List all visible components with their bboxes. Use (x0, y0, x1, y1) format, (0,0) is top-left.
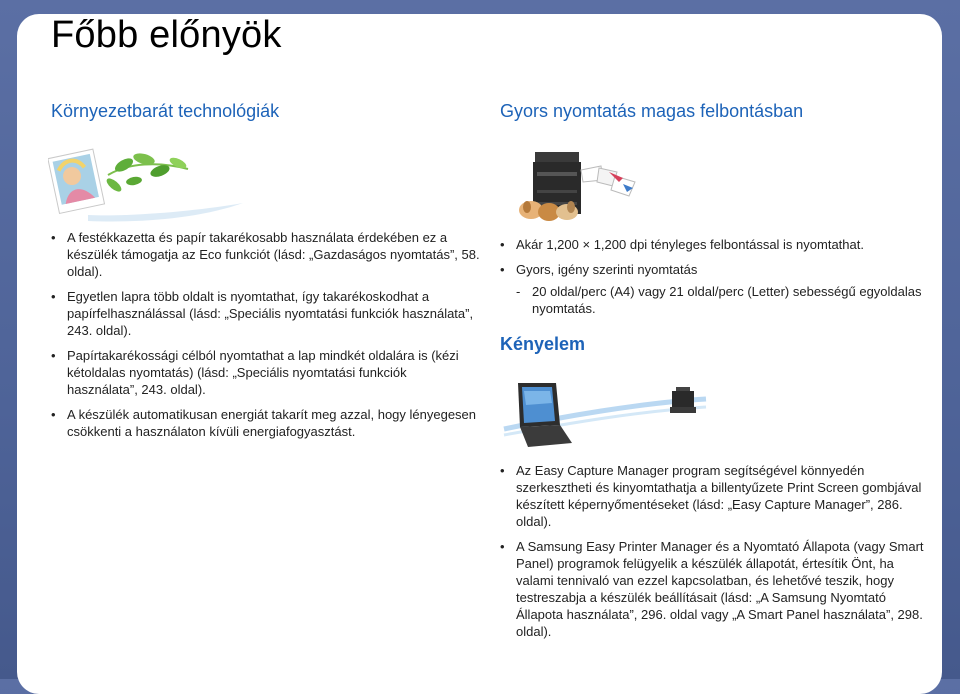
sub-list-item: - 20 oldal/perc (A4) vagy 21 oldal/perc (Letter) sebességű egyoldalas nyomtatás. (500, 283, 930, 317)
convenience-heading: Kényelem (500, 334, 586, 354)
eco-bullet-list (51, 229, 481, 448)
convenience-bullet-list (500, 462, 928, 648)
list-item: • Gyors, igény szerinti nyomtatás (500, 261, 930, 278)
eco-illustration (48, 145, 248, 225)
eco-heading: Környezetbarát technológiák (51, 101, 280, 121)
list-item: • Papírtakarékossági célból nyomtathat a lap mindkét oldalára is (kézi kétoldalas nyomtatás) (lásd: „Speciális nyomtatási funkciók használata”, 243. oldal). (51, 347, 481, 398)
page-title: Főbb előnyök (51, 14, 282, 56)
laptop-printer-illustration (500, 377, 710, 457)
list-item: • Egyetlen lapra több oldalt is nyomtathat, így takarékoskodhat a papírfelhasználással (lásd: „Speciális nyomtatási funkciók használata”, 243. oldal). (51, 288, 481, 339)
fast-print-bullet-list (500, 236, 930, 325)
list-item: • A Samsung Easy Printer Manager és a Nyomtató Állapota (vagy Smart Panel) programok felügyelik a készülék állapotát, értesítik Önt, ha valami tennivaló van ezzel kapcsolatban, és lehetővé teszik, hogy testreszabja a készülék beállításait (lásd: „A Samsung Nyomtató Állapota használata”, 296. oldal vagy „A Smart Panel használata”, 298. oldal). (500, 538, 928, 640)
list-item: • A készülék automatikusan energiát takarít meg azzal, hogy lényegesen csökkenti a használaton kívüli energiafogyasztást. (51, 406, 481, 440)
printer-illustration (513, 150, 673, 225)
list-item: • A festékkazetta és papír takarékosabb használata érdekében ez a készülék támogatja az Eco funkciót (lásd: „Gazdaságos nyomtatás”, 58. oldal). (51, 229, 481, 280)
list-item: • Az Easy Capture Manager program segítségével könnyedén szerkesztheti és kinyomtathatja a billentyűzete Print Screen gombjával készített képernyőmentéseket (lásd: „Easy Capture Manager”, 286. oldal). (500, 462, 928, 530)
list-item: • Akár 1,200 × 1,200 dpi tényleges felbontással is nyomtathat. (500, 236, 930, 253)
fast-print-heading: Gyors nyomtatás magas felbontásban (500, 101, 804, 121)
